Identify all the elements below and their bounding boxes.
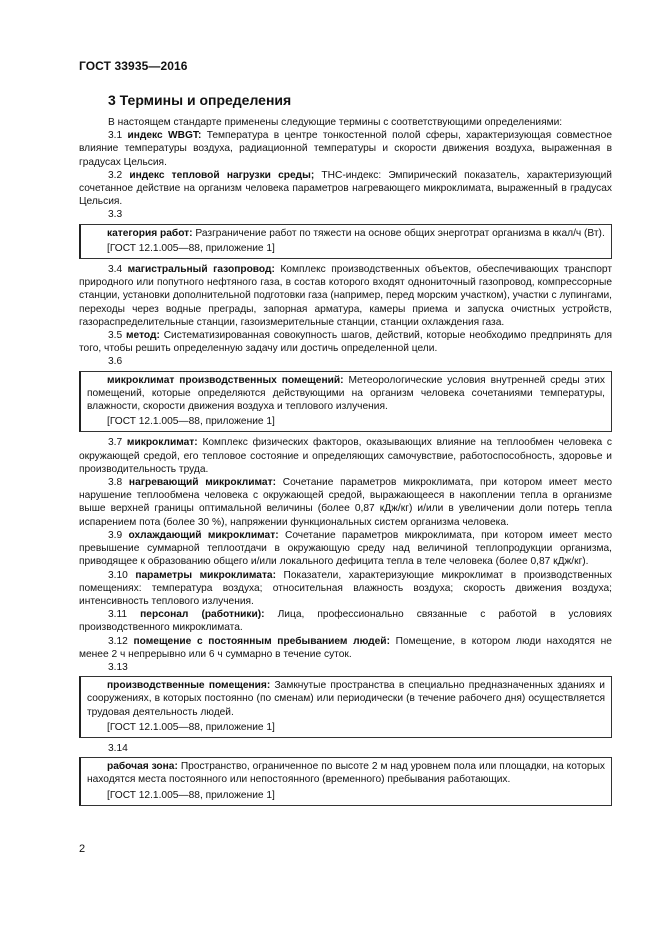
term-3-11 [79, 608, 612, 634]
term-number-label: 3.6 [108, 356, 123, 368]
reference: [ГОСТ 12.1.005—88, приложение 1] [107, 416, 275, 428]
reference: [ГОСТ 12.1.005—88, приложение 1] [107, 242, 275, 254]
term-definition: Замкнутые пространства в специально предназначенных зданиях и сооружениях, в которых постоянно (по сменам) или периодически (в течение рабочего дня) осуществляется трудовая деятельность людей. [87, 680, 605, 718]
term-name: охлаждающий микроклимат: [128, 529, 279, 541]
reference: [ГОСТ 12.1.005—88, приложение 1] [107, 789, 275, 801]
term-box-3-3 [79, 224, 612, 259]
term-name: рабочая зона: [107, 761, 178, 773]
term-definition: Помещение, в котором люди находятся не менее 2 ч непрерывно или 6 ч суммарно в течение суток. [79, 635, 612, 660]
term-box-3-13 [79, 676, 612, 738]
term-number: 3.12 [108, 635, 128, 647]
term-3-13 [87, 679, 605, 719]
term-3-4 [79, 263, 612, 329]
term-3-2 [79, 169, 612, 209]
term-number: 3.7 [108, 437, 123, 449]
term-definition: ТНС-индекс: Эмпирический показатель, характеризующий сочетанное действие на организм человека параметров нагревающего микроклимата, выраженный в градусах Цельсия. [79, 169, 612, 208]
term-name: категория работ: [107, 227, 193, 239]
term-number: 3.9 [108, 529, 123, 541]
term-3-1 [79, 129, 612, 169]
term-definition: Сочетание параметров микроклимата, при котором имеет место нарушение теплообмена человека с окружающей средой, выражающееся в накоплении тепла в организме выше верхней границы оптимальной величины (более 0,87 кДж/кг) и/или в увеличении доли потерь тепла испарением пота (более 30 %), напряжении функциональных систем организма человека. [79, 477, 612, 528]
term-number-label: 3.13 [108, 661, 128, 673]
term-box-3-14 [79, 757, 612, 806]
term-number: 3.1 [108, 130, 123, 142]
term-3-12 [79, 635, 612, 661]
term-name: индекс WBGT: [127, 130, 202, 142]
term-name: микроклимат производственных помещений: [107, 374, 344, 386]
term-name: индекс тепловой нагрузки среды; [129, 169, 315, 181]
term-box-3-6 [79, 371, 612, 433]
page-number: 2 [79, 843, 86, 855]
term-3-7 [79, 436, 612, 476]
reference: [ГОСТ 12.1.005—88, приложение 1] [107, 721, 275, 733]
term-definition: Комплекс физических факторов, оказывающих влияние на теплообмен человека с окружающей средой, его тепловое состояние и определяющих самочувствие, работоспособность, здоровье и производительность труда. [79, 437, 612, 475]
term-definition: Температура в центре тонкостенной полой сферы, характеризующая совместное влияние температуры воздуха, радиационной температуры и скорости движения воздуха, выраженная в градусах Цельсия. [79, 130, 612, 168]
term-3-3 [87, 227, 605, 240]
term-3-9 [79, 529, 612, 569]
term-number: 3.10 [108, 569, 128, 581]
term-name: метод: [126, 330, 160, 342]
document-header: ГОСТ 33935—2016 [79, 59, 188, 73]
term-number: 3.5 [108, 330, 123, 342]
term-number: 3.11 [108, 609, 128, 621]
term-number: 3.8 [108, 477, 123, 489]
term-name: нагревающий микроклимат: [128, 477, 276, 489]
term-number: 3.4 [108, 264, 123, 276]
terms-content [79, 116, 612, 810]
term-definition: Пространство, ограниченное по высоте 2 м над уровнем пола или площадки, на которых находятся места постоянного или непостоянного (временного) пребывания работающих. [87, 761, 605, 786]
term-definition: Сочетание параметров микроклимата, при котором имеет место превышение суммарной теплоотдачи в окружающую среду над величиной теплопродукции организма, приводящее к образованию общего и/или локального дефицита тепла в теле человека (более 0,87 кДж/кг). [79, 529, 612, 568]
term-name: магистральный газопровод: [127, 264, 275, 276]
term-definition: Систематизированная совокупность шагов, действий, которые необходимо предпринять для того, чтобы решить определенную задачу или достичь определенной цели. [79, 330, 612, 355]
term-3-10 [79, 569, 612, 609]
term-3-8 [79, 476, 612, 529]
term-name: микроклимат: [126, 437, 198, 449]
term-3-14 [87, 760, 605, 786]
term-name: персонал (работники): [140, 609, 265, 621]
term-definition: Показатели, характеризующие микроклимат в производственных помещениях: температура воздуха; относительная влажность воздуха; скорость движения воздуха; интенсивность теплового излучения. [79, 569, 612, 607]
section-title: 3 Термины и определения [108, 92, 292, 108]
term-definition: Метеорологические условия внутренней среды этих помещений, которые определяются действующими на организм человека сочетаниями температуры, влажности, скорости движения воздуха и теплового излучения. [87, 374, 605, 413]
term-definition: Лица, профессионально связанные с работой в условиях производственного микроклимата. [79, 609, 613, 634]
intro-paragraph: В настоящем стандарте применены следующие термины с соответствующими определениями: [108, 117, 563, 128]
term-name: параметры микроклимата: [135, 569, 276, 581]
term-definition: Разграничение работ по тяжести на основе общих энерготрат организма в ккал/ч (Вт). [195, 227, 605, 239]
term-number-label: 3.3 [108, 209, 123, 221]
term-number: 3.2 [108, 169, 123, 181]
term-definition: Комплекс производственных объектов, обеспечивающих транспорт природного или попутного нефтяного газа, в состав которого входят однониточный газопровод, компрессорные станции, установки дополнительной подготовки газа (например, перед морским участком), участки с лупингами, переходы через водные преграды, запорная арматура, камеры приема и запуска очистных устройств, газораспределительные станции, газоизмерительные станции, станции охлаждения газа. [79, 264, 612, 328]
term-3-6 [87, 374, 605, 414]
term-name: производственные помещения: [107, 680, 271, 692]
term-number-label: 3.14 [108, 742, 128, 754]
term-3-5 [79, 329, 612, 355]
term-name: помещение с постоянным пребыванием людей: [133, 635, 390, 647]
